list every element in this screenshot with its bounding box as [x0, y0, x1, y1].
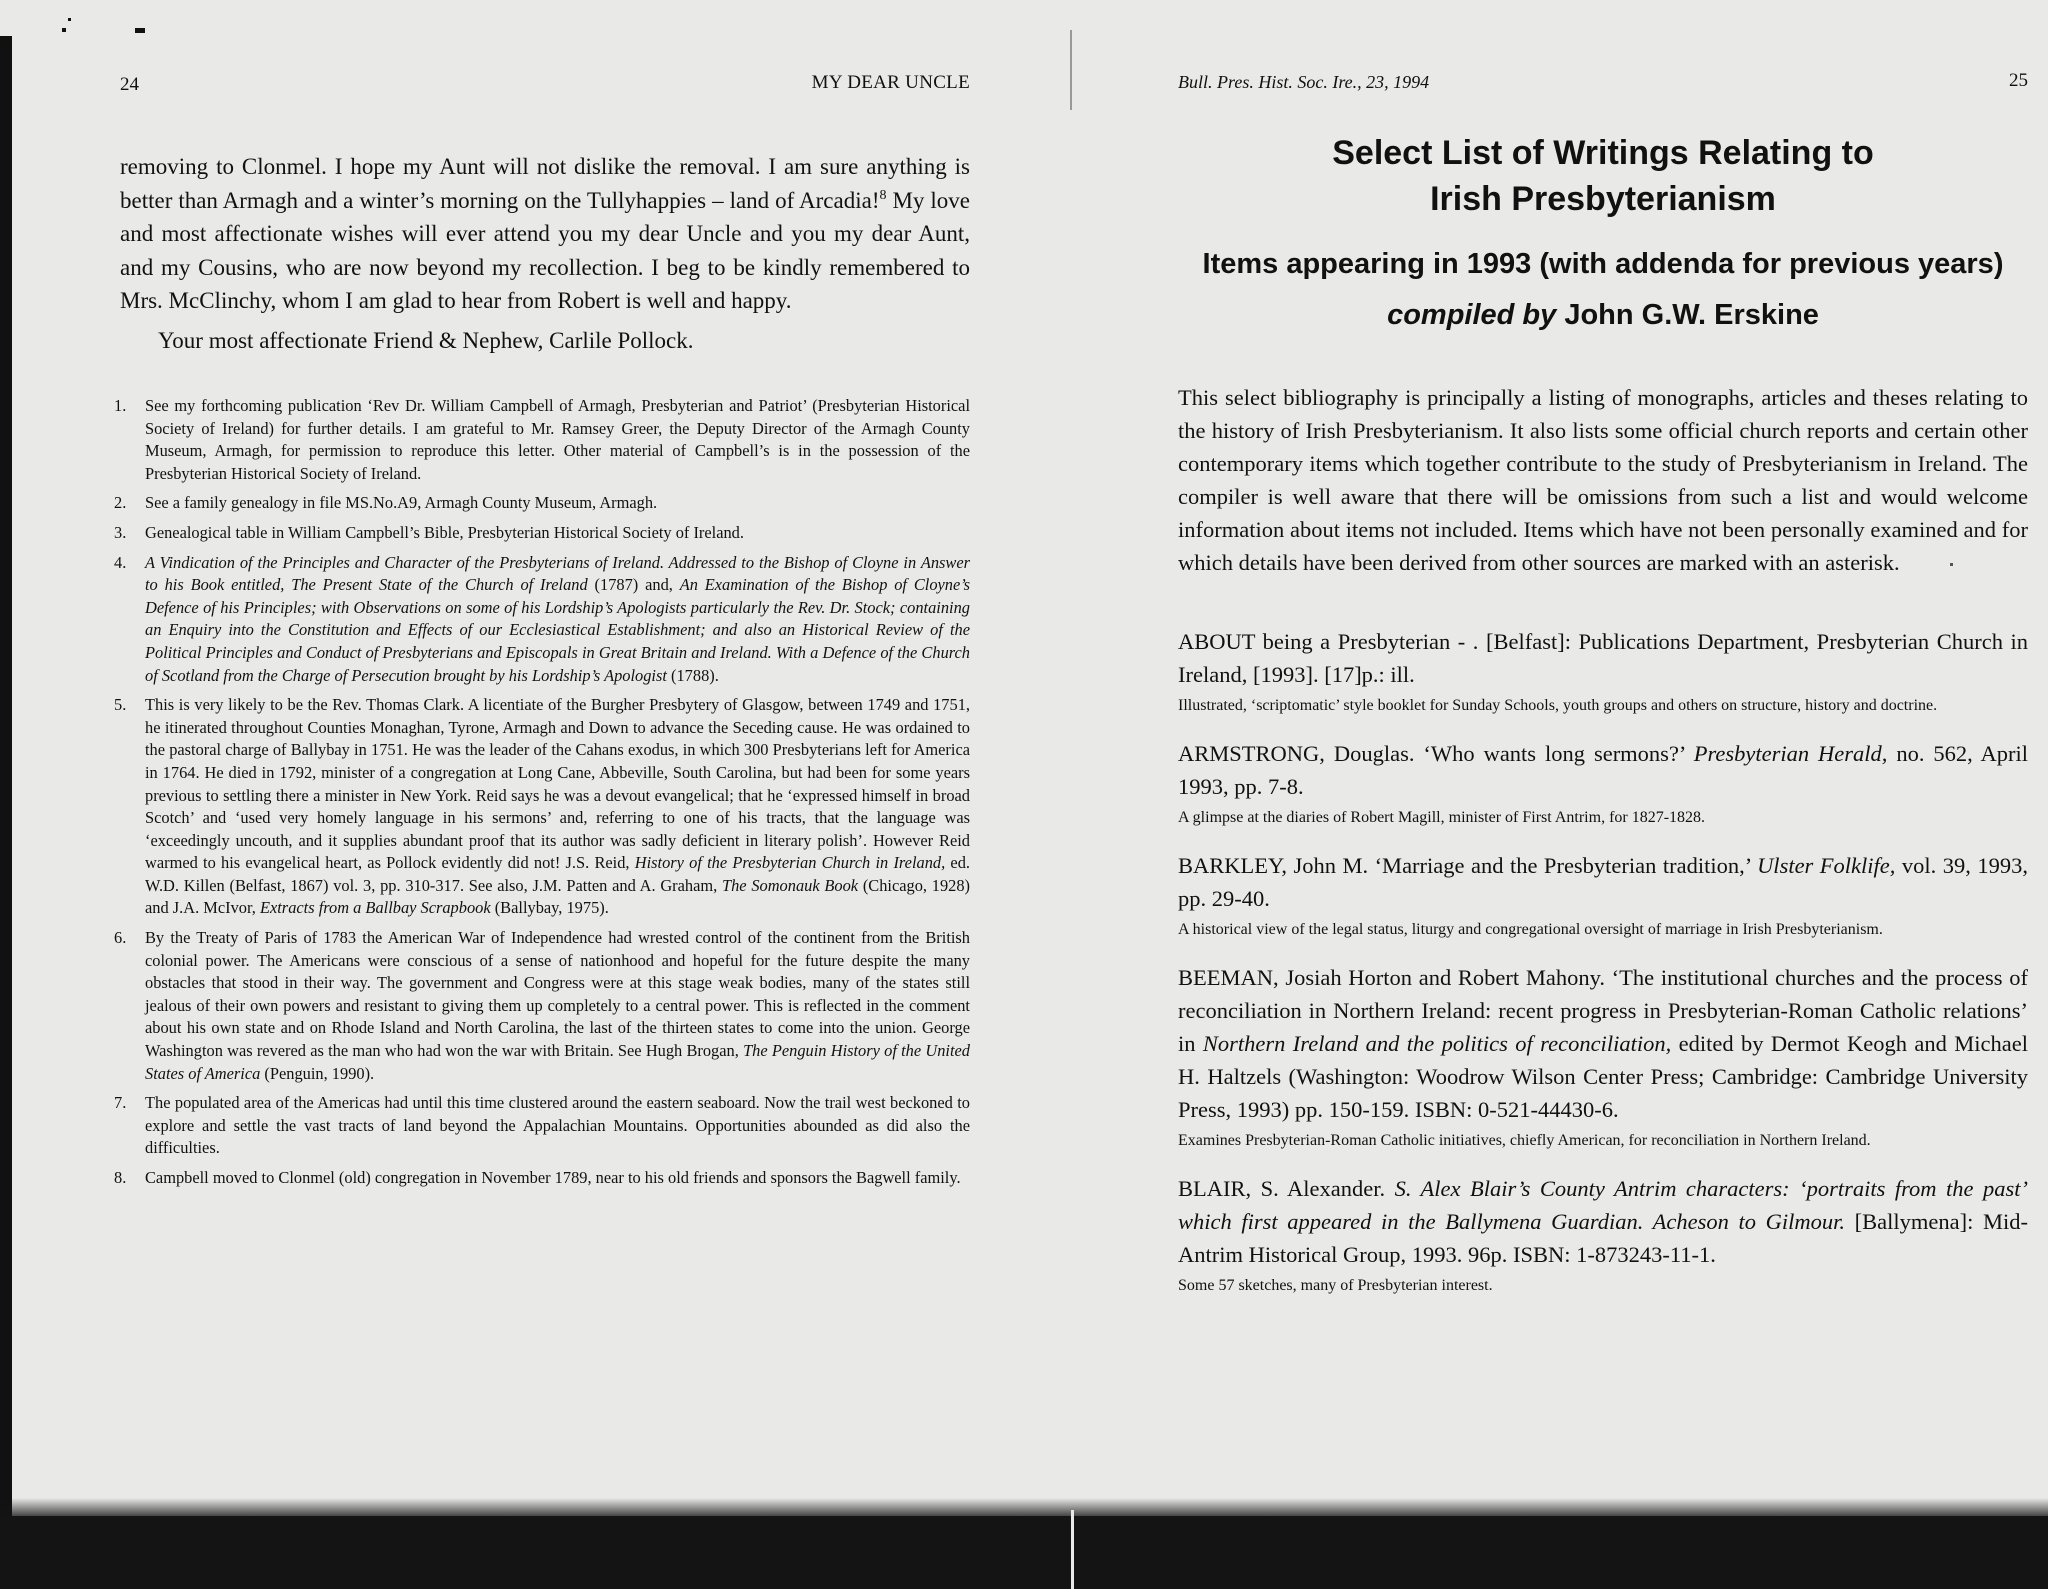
- endnote-title: The Somonauk Book: [721, 875, 859, 895]
- title-line: Select List of Writings Relating to: [1332, 134, 1874, 172]
- bibliography-entry: [1178, 849, 2028, 941]
- entry-citation: [1178, 849, 2028, 915]
- entry-annotation: A glimpse at the diaries of Robert Magill, minister of First Antrim, for 1827-1828.: [1178, 809, 1706, 826]
- right-running-head: [1178, 70, 2028, 100]
- endnote-text: Campbell moved to Clonmel (old) congregation in November 1789, near to his old friends and sponsors the Bagwell family.: [145, 1168, 961, 1187]
- citation-title: Ulster Folklife,: [1757, 853, 1896, 878]
- scan-speck: [1950, 563, 1953, 566]
- citation-text: BEEMAN, Josiah Horton and Robert Mahony. ‘The institutional churches and the process of reconciliation in Northern Ireland: recent progress in Presbyterian-Roman Catholic relations’ in: [1178, 965, 2028, 1056]
- endnote-text: Genealogical table in William Campbell’s Bible, Presbyterian Historical Society of Ireland.: [145, 522, 744, 542]
- endnote-text: The populated area of the Americas had until this time clustered around the eastern seaboard. Now the trail west beckoned to explore and settle the vast tracts of land beyond the Appalachian Mountains. Opportunities abounded as did also the difficulties.: [145, 1093, 970, 1158]
- endnote-text: (1788).: [666, 665, 719, 685]
- compiled-by-label: compiled by: [1387, 299, 1557, 331]
- scan-speck: [62, 28, 66, 32]
- letter-paragraph: [120, 150, 970, 318]
- left-running-head: [120, 70, 970, 100]
- endnote: [114, 1167, 970, 1190]
- scan-shadow: [0, 1498, 2048, 1518]
- entry-citation: [1178, 737, 2028, 803]
- left-page-number: 24: [120, 74, 139, 95]
- citation-text: edited by Dermot Keogh and Michael H. Haltzels (Washington: Woodrow Wilson Center Press; Cambridge: Cambridge University Press, 1993) pp. 150-159. ISBN: 0-521-44430-6.: [1178, 1031, 2028, 1122]
- endnote: [114, 395, 970, 485]
- endnote: [114, 694, 971, 920]
- citation-title: Northern Ireland and the politics of reconciliation,: [1202, 1031, 1672, 1056]
- page-gutter: [1070, 30, 1072, 110]
- left-page: [114, 70, 971, 1197]
- endnote: [114, 927, 970, 1085]
- endnote-title: History of the Presbyterian Church in Ireland,: [634, 853, 946, 873]
- citation-title: S. Alex Blair’s County Antrim characters: ‘portraits from the past’ which first appeared in the Ballymena Guardian. Acheson to Gilmour.: [1178, 1176, 2029, 1234]
- citation-title: Presbyterian Herald,: [1693, 741, 1888, 766]
- endnote-text: (Penguin, 1990).: [260, 1063, 375, 1083]
- letter-signoff: Your most affectionate Friend & Nephew, Carlile Pollock.: [158, 327, 694, 353]
- endnote: [114, 552, 970, 688]
- entry-citation: [1178, 625, 2028, 691]
- running-title: MY DEAR UNCLE: [811, 72, 970, 93]
- endnote-number: 6.: [114, 928, 127, 948]
- endnote-text: By the Treaty of Paris of 1783 the American War of Independence had wrested control of the continent from the British colonial power. The Americans were conscious of a sense of nationhood and hopeful for the future despite the many obstacles that stood in their way. The government and Congress were at this stage weak bodies, many of the states still jealous of their own powers and resistant to giving them up completely to a central power. This is reflected in the comment about his own state and on Rhode Island and North Carolina, the last of the thirteen states to come into the union. George Washington was revered as the man who had won the war with Britain. See Hugh Brogan,: [145, 928, 970, 1061]
- endnote-title: An Examination of the Bishop of Cloyne’s Defence of his Principles; with Observations on some of his Lordship’s Apologists particularly the Rev. Dr. Stock; containing an Enquiry into the Constitution and Effects of our Ecclesiastical Establishment; and also an Historical Review of the Political Principles and Conduct of Presbyterians and Episcopals in Great Britain and Ireland. With a Defence of the Church of Scotland from the Charge of Persecution brought by his Lordship’s Apologist: [145, 575, 970, 685]
- endnote-number: 4.: [114, 552, 127, 572]
- page-gutter-bottom: [1071, 1510, 1074, 1589]
- note-reference: 8: [879, 187, 887, 203]
- scan-edge-left: [0, 36, 12, 1516]
- bibliography-entry: [1178, 737, 2028, 829]
- endnote-number: 7.: [114, 1093, 127, 1113]
- endnote-title: A Vindication of the Principles and Character of the Presbyterians of Ireland. Addressed to the Bishop of Cloyne in Answer to his Book entitled, The Present State of the Church of Ireland: [145, 552, 970, 595]
- journal-reference: Bull. Pres. Hist. Soc. Ire., 23, 1994: [1178, 72, 1430, 92]
- endnote-text: ed. W.D. Killen (Belfast, 1867) vol. 3, pp. 310-317. See also, J.M. Patten and A. Graham,: [145, 853, 971, 895]
- endnote-text: This is very likely to be the Rev. Thomas Clark. A licentiate of the Burgher Presbytery of Glasgow, between 1749 and 1751, he itinerated throughout Counties Monaghan, Tyrone, Armagh and Down to advance the Seceding cause. He was ordained to the pastoral charge of Ballybay in 1751. He was the leader of the Cahans exodus, in which 300 Presbyterians left for America in 1764. He died in 1792, minister of a congregation at Long Cane, Abbeville, South Carolina, but had been for some years previous to settling there a minister in New York. Reid says he was a devout evangelical; that he ‘expressed himself in broad Scotch’ and ‘used very homely language in his sermons’ and, referring to one of his tracts, that the language was ‘exceedingly uncouth, and it supplies abundant proof that its author was sadly deficient in literary polish’. However Reid warmed to his evangelical heart, as Pollock evidently did not! J.S. Reid,: [145, 695, 970, 873]
- scan-speck: [135, 28, 145, 33]
- endnote: [114, 522, 970, 545]
- bibliography-entry: [1178, 1172, 2028, 1297]
- right-page: [1178, 70, 2028, 1317]
- citation-text: no. 562, April 1993, pp. 7-8.: [1178, 741, 2028, 799]
- entry-annotation: A historical view of the legal status, liturgy and congregational oversight of marriage in Irish Presbyterianism.: [1178, 921, 1883, 938]
- citation-text: vol. 39, 1993, pp. 29-40.: [1178, 853, 2028, 911]
- endnote-number: 3.: [114, 522, 127, 542]
- endnote-text: See a family genealogy in file MS.No.A9, Armagh County Museum, Armagh.: [145, 493, 658, 513]
- right-page-number: 25: [2009, 70, 2028, 91]
- endnote: [114, 492, 970, 515]
- compiler-line: [1178, 297, 2028, 333]
- endnote: [114, 1092, 970, 1160]
- citation-text: BARKLEY, John M. ‘Marriage and the Presbyterian tradition,’: [1178, 853, 1758, 878]
- bibliography-entries: [1178, 625, 2028, 1297]
- citation-text: [Ballymena]: Mid-Antrim Historical Group, 1993. 96p. ISBN: 1-873243-11-1.: [1178, 1209, 2028, 1267]
- scan-speck: [68, 18, 71, 21]
- entry-annotation: Examines Presbyterian-Roman Catholic initiatives, chiefly American, for reconciliation in Northern Ireland.: [1178, 1132, 1871, 1149]
- bibliography-subtitle: Items appearing in 1993 (with addenda for previous years): [1202, 248, 2004, 280]
- citation-text: BLAIR, S. Alexander.: [1178, 1176, 1395, 1201]
- letter-paragraph-continued: My love and most affectionate wishes will ever attend you my dear Uncle and you my dear Aunt, and my Cousins, who are now beyond my recollection. I beg to be kindly remembered to Mrs. McClinchy, whom I am glad to hear from Robert is well and happy.: [120, 187, 970, 313]
- endnotes: [114, 395, 971, 1190]
- bibliography-intro: [1178, 381, 2028, 579]
- endnote-number: 1.: [114, 396, 127, 415]
- entry-citation: [1178, 1172, 2028, 1271]
- endnote-text: See my forthcoming publication ‘Rev Dr. William Campbell of Armagh, Presbyterian and Patriot’ (Presbyterian Historical Society of Ireland) for further details. I am grateful to Mr. Ramsey Greer, the Deputy Director of the Armagh County Museum, Armagh, for permission to reproduce this letter. Other material of Campbell’s is in the possession of the Presbyterian Historical Society of Ireland.: [145, 396, 970, 483]
- entry-annotation: Illustrated, ‘scriptomatic’ style booklet for Sunday Schools, youth groups and others on structure, history and doctrine.: [1178, 697, 1938, 714]
- endnote-text: (Ballybay, 1975).: [490, 898, 609, 918]
- title-line: Irish Presbyterianism: [1430, 180, 1776, 218]
- letter-paragraph-text: removing to Clonmel. I hope my Aunt will not dislike the removal. I am sure anything is better than Armagh and a winter’s morning on the Tullyhappies – land of Arcadia!: [120, 154, 970, 213]
- endnote-number: 8.: [114, 1168, 127, 1187]
- endnote-number: 5.: [114, 695, 127, 715]
- letter-text: [120, 150, 970, 357]
- compiler-name: John G.W. Erskine: [1556, 299, 1819, 331]
- endnote-title: Extracts from a Ballbay Scrapbook: [259, 898, 491, 918]
- entry-citation: [1178, 961, 2028, 1126]
- bibliography-entry: [1178, 961, 2028, 1152]
- endnote-title: The Penguin History of the United States of America: [145, 1041, 970, 1083]
- citation-text: ABOUT being a Presbyterian - . [Belfast]: Publications Department, Presbyterian Church in Ireland, [1993]. [17]p.: ill.: [1178, 629, 2028, 687]
- bibliography-entry: [1178, 625, 2028, 717]
- endnote-number: 2.: [114, 493, 127, 513]
- scan-bottom-edge: [0, 1516, 2048, 1589]
- intro-text: This select bibliography is principally a listing of monographs, articles and theses relating to the history of Irish Presbyterianism. It also lists some official church reports and certain other contemporary items which together contribute to the study of Presbyterianism in Ireland. The compiler is well aware that there will be omissions from such a list and would welcome information about items not included. Items which have not been personally examined and for which details have been derived from other sources are marked with an asterisk.: [1178, 385, 2028, 575]
- entry-annotation: Some 57 sketches, many of Presbyterian interest.: [1178, 1277, 1493, 1294]
- endnote-text: (1787) and,: [587, 575, 680, 595]
- citation-text: ARMSTRONG, Douglas. ‘Who wants long sermons?’: [1178, 741, 1694, 766]
- endnote-text: (Chicago, 1928) and J.A. McIvor,: [145, 875, 970, 918]
- bibliography-title: [1178, 130, 2028, 222]
